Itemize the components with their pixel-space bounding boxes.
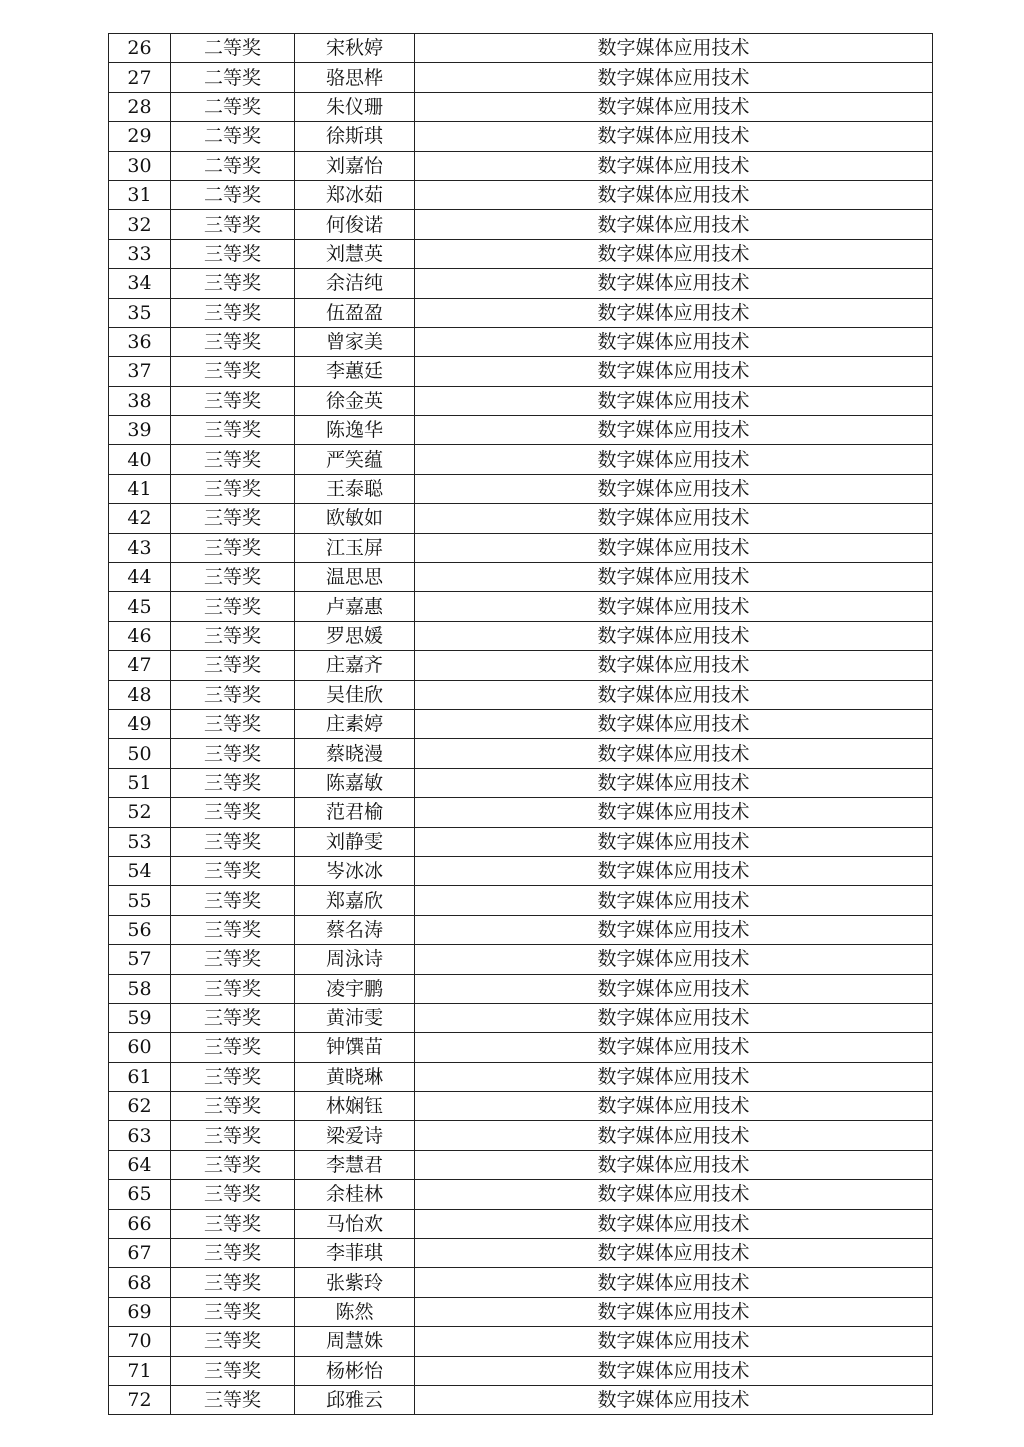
table-row (109, 357, 933, 386)
row-number-cell: 71 (109, 1356, 171, 1385)
major-cell: 数字媒体应用技术 (415, 357, 933, 386)
student-name-cell: 江玉屏 (295, 533, 415, 562)
major-cell: 数字媒体应用技术 (415, 1297, 933, 1326)
student-name-cell: 林娴钰 (295, 1092, 415, 1121)
row-number-cell: 65 (109, 1180, 171, 1209)
major-cell: 数字媒体应用技术 (415, 327, 933, 356)
major-cell: 数字媒体应用技术 (415, 1385, 933, 1414)
table-row (109, 1033, 933, 1062)
student-name-cell: 朱仪珊 (295, 92, 415, 121)
table-row (109, 1150, 933, 1179)
major-cell: 数字媒体应用技术 (415, 974, 933, 1003)
table-row (109, 1092, 933, 1121)
table-row (109, 1180, 933, 1209)
prize-level-cell: 三等奖 (171, 563, 295, 592)
row-number-cell: 40 (109, 445, 171, 474)
prize-level-cell: 三等奖 (171, 856, 295, 885)
prize-level-cell: 三等奖 (171, 798, 295, 827)
major-cell: 数字媒体应用技术 (415, 798, 933, 827)
student-name-cell: 温思思 (295, 563, 415, 592)
table-row (109, 1121, 933, 1150)
major-cell: 数字媒体应用技术 (415, 1268, 933, 1297)
student-name-cell: 欧敏如 (295, 504, 415, 533)
major-cell: 数字媒体应用技术 (415, 1003, 933, 1032)
row-number-cell: 48 (109, 680, 171, 709)
table-row (109, 1356, 933, 1385)
table-row (109, 210, 933, 239)
row-number-cell: 61 (109, 1062, 171, 1091)
row-number-cell: 64 (109, 1150, 171, 1179)
major-cell: 数字媒体应用技术 (415, 504, 933, 533)
row-number-cell: 57 (109, 945, 171, 974)
award-list-table (108, 33, 933, 1415)
major-cell: 数字媒体应用技术 (415, 180, 933, 209)
prize-level-cell: 三等奖 (171, 886, 295, 915)
major-cell: 数字媒体应用技术 (415, 445, 933, 474)
row-number-cell: 33 (109, 239, 171, 268)
major-cell: 数字媒体应用技术 (415, 92, 933, 121)
row-number-cell: 28 (109, 92, 171, 121)
row-number-cell: 58 (109, 974, 171, 1003)
table-row (109, 180, 933, 209)
prize-level-cell: 三等奖 (171, 1385, 295, 1414)
table-row (109, 416, 933, 445)
student-name-cell: 吴佳欣 (295, 680, 415, 709)
major-cell: 数字媒体应用技术 (415, 533, 933, 562)
row-number-cell: 41 (109, 474, 171, 503)
row-number-cell: 29 (109, 122, 171, 151)
row-number-cell: 52 (109, 798, 171, 827)
row-number-cell: 32 (109, 210, 171, 239)
prize-level-cell: 三等奖 (171, 1327, 295, 1356)
major-cell: 数字媒体应用技术 (415, 709, 933, 738)
table-row (109, 504, 933, 533)
prize-level-cell: 三等奖 (171, 1239, 295, 1268)
row-number-cell: 45 (109, 592, 171, 621)
student-name-cell: 蔡晓漫 (295, 739, 415, 768)
prize-level-cell: 三等奖 (171, 504, 295, 533)
row-number-cell: 66 (109, 1209, 171, 1238)
row-number-cell: 53 (109, 827, 171, 856)
student-name-cell: 徐金英 (295, 386, 415, 415)
major-cell: 数字媒体应用技术 (415, 1062, 933, 1091)
table-row (109, 269, 933, 298)
prize-level-cell: 二等奖 (171, 180, 295, 209)
student-name-cell: 宋秋婷 (295, 34, 415, 63)
table-row (109, 1209, 933, 1238)
table-row (109, 768, 933, 797)
major-cell: 数字媒体应用技术 (415, 298, 933, 327)
prize-level-cell: 三等奖 (171, 269, 295, 298)
row-number-cell: 37 (109, 357, 171, 386)
table-row (109, 151, 933, 180)
table-row (109, 1003, 933, 1032)
table-row (109, 798, 933, 827)
prize-level-cell: 三等奖 (171, 416, 295, 445)
table-row (109, 739, 933, 768)
major-cell: 数字媒体应用技术 (415, 1121, 933, 1150)
table-row (109, 1327, 933, 1356)
table-row (109, 974, 933, 1003)
student-name-cell: 张紫玲 (295, 1268, 415, 1297)
table-row (109, 122, 933, 151)
prize-level-cell: 三等奖 (171, 239, 295, 268)
major-cell: 数字媒体应用技术 (415, 651, 933, 680)
student-name-cell: 罗思媛 (295, 621, 415, 650)
table-row (109, 298, 933, 327)
major-cell: 数字媒体应用技术 (415, 1150, 933, 1179)
student-name-cell: 马怡欢 (295, 1209, 415, 1238)
row-number-cell: 50 (109, 739, 171, 768)
row-number-cell: 30 (109, 151, 171, 180)
prize-level-cell: 三等奖 (171, 739, 295, 768)
row-number-cell: 59 (109, 1003, 171, 1032)
table-row (109, 1268, 933, 1297)
student-name-cell: 郑嘉欣 (295, 886, 415, 915)
student-name-cell: 李慧君 (295, 1150, 415, 1179)
student-name-cell: 庄嘉齐 (295, 651, 415, 680)
prize-level-cell: 三等奖 (171, 1062, 295, 1091)
student-name-cell: 范君榆 (295, 798, 415, 827)
table-row (109, 856, 933, 885)
row-number-cell: 38 (109, 386, 171, 415)
prize-level-cell: 三等奖 (171, 474, 295, 503)
major-cell: 数字媒体应用技术 (415, 827, 933, 856)
prize-level-cell: 二等奖 (171, 122, 295, 151)
prize-level-cell: 三等奖 (171, 768, 295, 797)
table-row (109, 34, 933, 63)
student-name-cell: 陈逸华 (295, 416, 415, 445)
table-row (109, 709, 933, 738)
prize-level-cell: 三等奖 (171, 1003, 295, 1032)
student-name-cell: 曾家美 (295, 327, 415, 356)
student-name-cell: 梁爱诗 (295, 1121, 415, 1150)
prize-level-cell: 三等奖 (171, 1297, 295, 1326)
table-row (109, 474, 933, 503)
table-row (109, 886, 933, 915)
prize-level-cell: 二等奖 (171, 63, 295, 92)
major-cell: 数字媒体应用技术 (415, 151, 933, 180)
table-row (109, 327, 933, 356)
student-name-cell: 骆思桦 (295, 63, 415, 92)
prize-level-cell: 三等奖 (171, 445, 295, 474)
student-name-cell: 蔡名涛 (295, 915, 415, 944)
student-name-cell: 李蕙廷 (295, 357, 415, 386)
table-row (109, 621, 933, 650)
prize-level-cell: 三等奖 (171, 357, 295, 386)
row-number-cell: 67 (109, 1239, 171, 1268)
major-cell: 数字媒体应用技术 (415, 1180, 933, 1209)
student-name-cell: 黄晓琳 (295, 1062, 415, 1091)
student-name-cell: 周泳诗 (295, 945, 415, 974)
row-number-cell: 27 (109, 63, 171, 92)
prize-level-cell: 三等奖 (171, 974, 295, 1003)
table-row (109, 1239, 933, 1268)
row-number-cell: 47 (109, 651, 171, 680)
student-name-cell: 钟馔苗 (295, 1033, 415, 1062)
table-row (109, 386, 933, 415)
major-cell: 数字媒体应用技术 (415, 1356, 933, 1385)
row-number-cell: 49 (109, 709, 171, 738)
prize-level-cell: 三等奖 (171, 827, 295, 856)
major-cell: 数字媒体应用技术 (415, 739, 933, 768)
student-name-cell: 李菲琪 (295, 1239, 415, 1268)
table-row (109, 651, 933, 680)
major-cell: 数字媒体应用技术 (415, 416, 933, 445)
prize-level-cell: 三等奖 (171, 1268, 295, 1297)
table-row (109, 533, 933, 562)
student-name-cell: 郑冰茹 (295, 180, 415, 209)
major-cell: 数字媒体应用技术 (415, 34, 933, 63)
row-number-cell: 63 (109, 1121, 171, 1150)
prize-level-cell: 二等奖 (171, 92, 295, 121)
student-name-cell: 凌宇鹏 (295, 974, 415, 1003)
prize-level-cell: 三等奖 (171, 1356, 295, 1385)
prize-level-cell: 三等奖 (171, 651, 295, 680)
prize-level-cell: 三等奖 (171, 1033, 295, 1062)
prize-level-cell: 三等奖 (171, 1180, 295, 1209)
student-name-cell: 严笑蕴 (295, 445, 415, 474)
major-cell: 数字媒体应用技术 (415, 1239, 933, 1268)
prize-level-cell: 二等奖 (171, 34, 295, 63)
row-number-cell: 36 (109, 327, 171, 356)
major-cell: 数字媒体应用技术 (415, 386, 933, 415)
row-number-cell: 55 (109, 886, 171, 915)
prize-level-cell: 二等奖 (171, 151, 295, 180)
prize-level-cell: 三等奖 (171, 709, 295, 738)
table-row (109, 945, 933, 974)
major-cell: 数字媒体应用技术 (415, 621, 933, 650)
prize-level-cell: 三等奖 (171, 298, 295, 327)
major-cell: 数字媒体应用技术 (415, 915, 933, 944)
row-number-cell: 43 (109, 533, 171, 562)
table-row (109, 1062, 933, 1091)
prize-level-cell: 三等奖 (171, 1121, 295, 1150)
student-name-cell: 庄素婷 (295, 709, 415, 738)
student-name-cell: 杨彬怡 (295, 1356, 415, 1385)
table-row (109, 1297, 933, 1326)
prize-level-cell: 三等奖 (171, 945, 295, 974)
student-name-cell: 岑冰冰 (295, 856, 415, 885)
major-cell: 数字媒体应用技术 (415, 239, 933, 268)
table-row (109, 1385, 933, 1414)
row-number-cell: 69 (109, 1297, 171, 1326)
row-number-cell: 68 (109, 1268, 171, 1297)
prize-level-cell: 三等奖 (171, 386, 295, 415)
prize-level-cell: 三等奖 (171, 1150, 295, 1179)
student-name-cell: 黄沛雯 (295, 1003, 415, 1032)
student-name-cell: 王泰聪 (295, 474, 415, 503)
prize-level-cell: 三等奖 (171, 327, 295, 356)
student-name-cell: 徐斯琪 (295, 122, 415, 151)
prize-level-cell: 三等奖 (171, 915, 295, 944)
row-number-cell: 26 (109, 34, 171, 63)
table-row (109, 827, 933, 856)
prize-level-cell: 三等奖 (171, 533, 295, 562)
major-cell: 数字媒体应用技术 (415, 1033, 933, 1062)
major-cell: 数字媒体应用技术 (415, 1327, 933, 1356)
major-cell: 数字媒体应用技术 (415, 122, 933, 151)
student-name-cell: 周慧姝 (295, 1327, 415, 1356)
major-cell: 数字媒体应用技术 (415, 474, 933, 503)
table-row (109, 680, 933, 709)
row-number-cell: 60 (109, 1033, 171, 1062)
student-name-cell: 陈然 (295, 1297, 415, 1326)
prize-level-cell: 三等奖 (171, 621, 295, 650)
row-number-cell: 54 (109, 856, 171, 885)
row-number-cell: 35 (109, 298, 171, 327)
major-cell: 数字媒体应用技术 (415, 269, 933, 298)
major-cell: 数字媒体应用技术 (415, 63, 933, 92)
table-row (109, 563, 933, 592)
row-number-cell: 56 (109, 915, 171, 944)
row-number-cell: 42 (109, 504, 171, 533)
prize-level-cell: 三等奖 (171, 210, 295, 239)
major-cell: 数字媒体应用技术 (415, 563, 933, 592)
major-cell: 数字媒体应用技术 (415, 1209, 933, 1238)
table-row (109, 92, 933, 121)
award-list-body (109, 34, 933, 1415)
student-name-cell: 余桂林 (295, 1180, 415, 1209)
major-cell: 数字媒体应用技术 (415, 945, 933, 974)
row-number-cell: 44 (109, 563, 171, 592)
student-name-cell: 余洁纯 (295, 269, 415, 298)
student-name-cell: 何俊诺 (295, 210, 415, 239)
row-number-cell: 72 (109, 1385, 171, 1414)
student-name-cell: 刘慧英 (295, 239, 415, 268)
prize-level-cell: 三等奖 (171, 1209, 295, 1238)
major-cell: 数字媒体应用技术 (415, 886, 933, 915)
row-number-cell: 62 (109, 1092, 171, 1121)
major-cell: 数字媒体应用技术 (415, 768, 933, 797)
row-number-cell: 39 (109, 416, 171, 445)
row-number-cell: 34 (109, 269, 171, 298)
prize-level-cell: 三等奖 (171, 592, 295, 621)
major-cell: 数字媒体应用技术 (415, 856, 933, 885)
row-number-cell: 31 (109, 180, 171, 209)
major-cell: 数字媒体应用技术 (415, 210, 933, 239)
row-number-cell: 70 (109, 1327, 171, 1356)
prize-level-cell: 三等奖 (171, 680, 295, 709)
student-name-cell: 卢嘉惠 (295, 592, 415, 621)
student-name-cell: 刘静雯 (295, 827, 415, 856)
row-number-cell: 51 (109, 768, 171, 797)
prize-level-cell: 三等奖 (171, 1092, 295, 1121)
table-row (109, 915, 933, 944)
student-name-cell: 伍盈盈 (295, 298, 415, 327)
student-name-cell: 邱雅云 (295, 1385, 415, 1414)
table-row (109, 239, 933, 268)
table-row (109, 63, 933, 92)
major-cell: 数字媒体应用技术 (415, 680, 933, 709)
major-cell: 数字媒体应用技术 (415, 1092, 933, 1121)
table-row (109, 445, 933, 474)
student-name-cell: 陈嘉敏 (295, 768, 415, 797)
student-name-cell: 刘嘉怡 (295, 151, 415, 180)
row-number-cell: 46 (109, 621, 171, 650)
table-row (109, 592, 933, 621)
major-cell: 数字媒体应用技术 (415, 592, 933, 621)
